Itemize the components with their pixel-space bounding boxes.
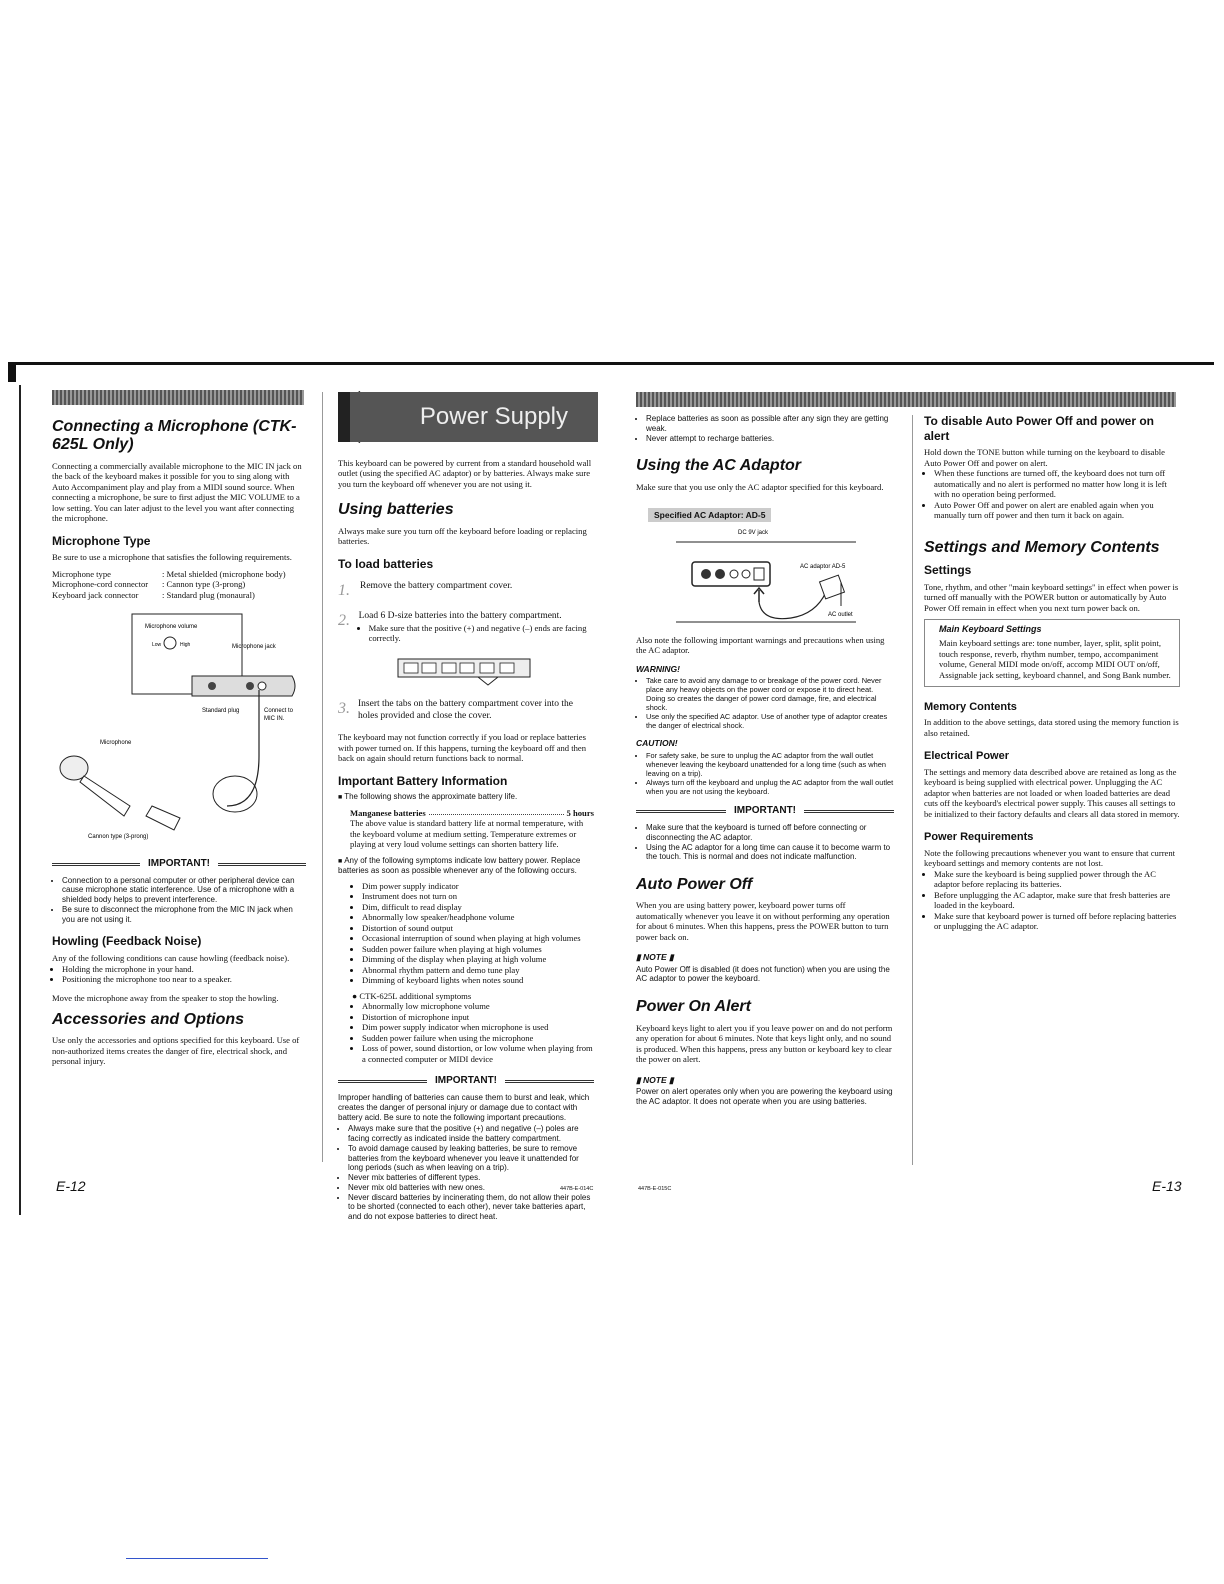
settings-heading: Settings bbox=[924, 563, 972, 578]
jack-icon bbox=[246, 682, 254, 690]
jack-icon bbox=[701, 569, 711, 579]
electrical-text: The settings and memory data described above are retained as long as the keyboard is being supplied with electrical power. Unplugging the AC adaptor when batteries are not loaded or when loaded batteries are dead cuts off the keyboard's electrical power supply. This causes all settings to be initialized to their factory defaults and clears all data stored in memory. bbox=[924, 766, 1180, 819]
fig-label-dc-jack: DC 9V jack bbox=[738, 530, 769, 537]
corner-mark bbox=[8, 362, 16, 382]
fig-label-low: Low bbox=[152, 642, 162, 649]
fig-label-mic-in: MIC IN. bbox=[264, 716, 285, 723]
battery-life-text: The above value is standard battery life at normal temperature, with the keyboard volume at medium setting. Temperature extremes or playing at very loud volume settings can shorten battery life. bbox=[350, 818, 584, 850]
step-text: Insert the tabs on the battery compartment cover into the holes provided and close the cover. bbox=[358, 698, 573, 721]
list-item: • Auto Power Off and power on alert are enabled again when you manually turn off power and then turn it back on again. bbox=[934, 500, 1180, 521]
fig-label-cannon: Cannon type (3-prong) bbox=[88, 834, 149, 841]
howling-fix: Move the microphone away from the speaker to stop the howling. bbox=[52, 992, 279, 1003]
mic-type-heading: Microphone Type bbox=[52, 533, 151, 548]
ac-title: Using the AC Adaptor bbox=[636, 457, 802, 475]
note-label-text: NOTE bbox=[643, 1074, 667, 1085]
spec-key: Keyboard jack connector bbox=[52, 589, 139, 600]
spec-key: Microphone-cord connector bbox=[52, 579, 149, 590]
column-divider bbox=[912, 415, 913, 1165]
important-label: IMPORTANT! bbox=[726, 805, 804, 816]
list-item: • Connection to a personal computer or other peripheral device can cause microphone static interference. Use of a microphone with a shielded body helps to prevent interference. bbox=[62, 876, 306, 905]
settings-text: Tone, rhythm, and other "main keyboard settings" in effect when power is turned off manually with the POWER button or automatically by Auto Power Off remain in effect when you next turn power back on. bbox=[924, 581, 1179, 613]
jack-icon bbox=[715, 569, 725, 579]
section-banner bbox=[636, 392, 1176, 407]
note-label-text: NOTE bbox=[643, 952, 667, 963]
fig-label-adaptor: AC adaptor AD-5 bbox=[800, 564, 846, 571]
list-item: • Never mix old batteries with new ones. bbox=[348, 1183, 594, 1193]
list-item: • Never attempt to recharge batteries. bbox=[646, 434, 894, 444]
list-item: • Instrument does not turn on bbox=[362, 891, 594, 901]
list-item: • Never mix batteries of different types. bbox=[348, 1173, 594, 1183]
main-keyboard-settings-title: Main Keyboard Settings bbox=[939, 624, 1042, 635]
important-banner bbox=[338, 1075, 594, 1089]
list-item: • Make sure the keyboard is being supplied power through the AC adaptor before replacing its batteries. bbox=[934, 869, 1180, 890]
list-item: • Replace batteries as soon as possible after any sign they are getting weak. bbox=[646, 414, 894, 434]
mic-intro: Connecting a commercially available microphone to the MIC IN jack on the back of the keyboard makes it possible for you to sing along with Auto Accompaniment play and play from a MIDI sound source. When connecting a microphone, be sure to first adjust the MIC VOLUME to a low setting. You can later adjust to the level you want after connecting the microphone. bbox=[52, 460, 302, 524]
power-on-alert-text: Keyboard keys light to alert you if you leave power on and do not perform any operation for about 6 minutes. Note that keys light only, and no sound is produced. When this happens, press any button or keyboard key to clear the power on alert. bbox=[636, 1022, 893, 1065]
list-item: ■ Any of the following symptoms indicate low battery power. Replace batteries as soon as possible whenever any of the following occurs. bbox=[338, 856, 594, 876]
manganese-label: Manganese batteries bbox=[350, 807, 426, 818]
fig-label-mic-jack: Microphone jack bbox=[232, 644, 276, 651]
dc-jack-icon bbox=[754, 568, 764, 580]
binding-edge bbox=[19, 385, 21, 1215]
spec-key: Microphone type bbox=[52, 568, 111, 579]
list-item: • Use only the specified AC adaptor. Use of another type of adaptor creates the danger of electrical shock. bbox=[646, 712, 894, 730]
list-item: • Using the AC adaptor for a long time can cause it to become warm to the touch. This is normal and does not indicate malfunction. bbox=[646, 843, 894, 863]
list-item: • Abnormally low microphone volume bbox=[362, 1001, 594, 1011]
manganese-value: 5 hours bbox=[566, 807, 594, 818]
microphone-connection-figure bbox=[52, 606, 306, 846]
list-item: • To avoid damage caused by leaking batteries, be sure to remove batteries from the keyboard whenever you leave it unattended for long periods (such as when leaving on a trip). bbox=[348, 1144, 594, 1173]
cannon-plug-icon bbox=[146, 806, 180, 830]
howling-list bbox=[52, 964, 306, 985]
top-rule bbox=[14, 362, 1214, 365]
step-number: 2. bbox=[338, 611, 350, 629]
arrow-up-icon bbox=[754, 588, 764, 602]
section-banner bbox=[52, 390, 304, 405]
battery-life-block bbox=[338, 808, 594, 850]
fig-label-microphone: Microphone bbox=[100, 740, 132, 747]
list-item: • Holding the microphone in your hand. bbox=[62, 964, 306, 974]
ac-intro: Make sure that you use only the AC adaptor specified for this keyboard. bbox=[636, 481, 884, 492]
batteries-intro: Always make sure you turn off the keyboard before loading or replacing batteries. bbox=[338, 525, 587, 547]
list-item: • Loss of power, sound distortion, or low volume when playing from a connected computer or MIDI device bbox=[362, 1043, 594, 1064]
mic-type-intro: Be sure to use a microphone that satisfies the following requirements. bbox=[52, 552, 292, 563]
list-item: • When these functions are turned off, the keyboard does not turn off automatically and no alert is performed no matter how long it is left with no operation being performed. bbox=[934, 468, 1180, 499]
middle-left-column bbox=[338, 458, 594, 1227]
battery-compartment-figure bbox=[338, 653, 594, 687]
memory-heading: Memory Contents bbox=[924, 701, 1017, 714]
batteries-title: Using batteries bbox=[338, 501, 454, 519]
list-item: • Make sure that the keyboard is turned off before connecting or disconnecting the AC adaptor. bbox=[646, 823, 894, 843]
list-item: • Always make sure that the positive (+) and negative (–) poles are facing correctly as indicated inside the battery compartment. bbox=[348, 1124, 594, 1144]
howling-intro: Any of the following conditions can cause howling (feedback noise). bbox=[52, 953, 290, 964]
main-keyboard-settings-text: Main keyboard settings are: tone number, layer, split, split point, touch response, reverb, rhythm number, tempo, accompaniment volume, General MIDI mode on/off, accomp MIDI OUT on/off, Assignable jack setting, keyboard channel, and Song Bank number. bbox=[939, 638, 1171, 680]
step-3 bbox=[338, 699, 594, 722]
symptom-list bbox=[338, 881, 594, 986]
spec-value: : Standard plug (monaural) bbox=[162, 589, 255, 600]
caution-list bbox=[636, 751, 894, 796]
auto-power-off-title: Auto Power Off bbox=[636, 876, 753, 893]
accessories-text: Use only the accessories and options specified for this keyboard. Use of non-authorized items creates the danger of fire, electrical shock, and personal injury. bbox=[52, 1035, 300, 1067]
column-divider bbox=[322, 392, 323, 1162]
page-number: E-12 bbox=[56, 1178, 86, 1194]
list-item: • Sudden power failure when playing at high volumes bbox=[362, 944, 594, 954]
step-text: Remove the battery compartment cover. bbox=[360, 581, 513, 592]
howling-heading: Howling (Feedback Noise) bbox=[52, 934, 202, 949]
note-label: ▮ NOTE ▮ bbox=[636, 1074, 674, 1085]
fig-label-connect-to: Connect to bbox=[264, 708, 294, 715]
load-heading: To load batteries bbox=[338, 556, 434, 571]
list-item: • Abnormal rhythm pattern and demo tune play bbox=[362, 965, 594, 975]
list-item: • Abnormally low speaker/headphone volume bbox=[362, 912, 594, 922]
section-title: Power Supply bbox=[350, 392, 598, 442]
specified-adaptor-badge: Specified AC Adaptor: AD-5 bbox=[648, 508, 771, 522]
fig-label-high: High bbox=[180, 642, 191, 649]
step-subnote: • Make sure that the positive (+) and negative (–) ends are facing correctly. bbox=[369, 623, 594, 644]
auto-power-off-note: Auto Power Off is disabled (it does not function) when you are using the AC adaptor to power the keyboard. bbox=[636, 964, 890, 984]
important-list bbox=[636, 823, 894, 862]
list-item: • Dimming of keyboard lights when notes sound bbox=[362, 975, 594, 985]
step-number: 1. bbox=[338, 582, 350, 600]
ac-note: Also note the following important warnings and precautions when using the AC adaptor. bbox=[636, 634, 885, 656]
disable-heading: To disable Auto Power Off and power on alert bbox=[924, 414, 1155, 443]
left-column bbox=[52, 410, 306, 1073]
right-column bbox=[924, 414, 1180, 937]
jack-icon bbox=[258, 682, 266, 690]
step-text: Load 6 D-size batteries into the battery compartment. bbox=[358, 610, 562, 621]
after-steps-text: The keyboard may not function correctly if you load or replace batteries with power turned on. If this happens, turning the keyboard off and then back on again should return functions back to normal. bbox=[338, 732, 587, 764]
list-item: • Dimming of the display when playing at high volume bbox=[362, 954, 594, 964]
list-item: • Occasional interruption of sound when playing at high volumes bbox=[362, 933, 594, 943]
important-banner bbox=[636, 805, 894, 819]
ctk-symptom-list bbox=[338, 1001, 594, 1064]
step-1 bbox=[338, 581, 594, 601]
list-item: ■ The following shows the approximate battery life. bbox=[338, 792, 594, 803]
electrical-heading: Electrical Power bbox=[924, 750, 1009, 763]
important-label: IMPORTANT! bbox=[427, 1075, 505, 1086]
battery-info-list bbox=[338, 792, 594, 803]
disable-list bbox=[924, 468, 1180, 520]
main-keyboard-settings-box bbox=[924, 619, 1180, 687]
list-item: • Before unplugging the AC adaptor, make sure that fresh batteries are loaded in the keyboard. bbox=[934, 890, 1180, 911]
settings-memory-title: Settings and Memory Contents bbox=[924, 538, 1160, 556]
note-label: ▮ NOTE ▮ bbox=[636, 952, 674, 963]
list-item: • Never discard batteries by incinerating them, do not allow their poles to be shorted (connected to each other), never take batteries apart, and do not expose batteries to direct heat. bbox=[348, 1193, 594, 1222]
spec-value: : Metal shielded (microphone body) bbox=[162, 568, 286, 579]
important-intro: Improper handling of batteries can cause them to burst and leak, which creates the danger of personal injury or damage due to contact with battery acid. Be sure to note the following important precautions. bbox=[338, 1093, 590, 1122]
battery-tips-list bbox=[636, 414, 894, 443]
fig-label-outlet: AC outlet bbox=[828, 612, 853, 619]
warning-list bbox=[636, 676, 894, 730]
memory-text: In addition to the above settings, data stored using the memory function is also retained. bbox=[924, 717, 1179, 738]
volume-knob-icon bbox=[164, 637, 176, 649]
power-on-alert-note: Power on alert operates only when you are powering the keyboard using the AC adaptor. It does not operate when you are using batteries. bbox=[636, 1086, 893, 1106]
jack-icon bbox=[208, 682, 216, 690]
middle-right-column bbox=[636, 414, 894, 1112]
disable-text: Hold down the TONE button while turning on the keyboard to disable Auto Power Off and power on alert. bbox=[924, 447, 1165, 468]
adaptor-cable bbox=[759, 592, 826, 619]
requirements-text: Note the following precautions whenever you want to ensure that current keyboard settings and memory contents are not lost. bbox=[924, 847, 1176, 869]
scan-artifact-line bbox=[126, 1558, 268, 1559]
microphone-body-icon bbox=[80, 776, 130, 816]
warning-label: WARNING! bbox=[636, 663, 680, 674]
list-item: • Dim power supply indicator bbox=[362, 881, 594, 891]
fig-label-mic-volume: Microphone volume bbox=[145, 624, 198, 631]
spec-value: : Cannon type (3-prong) bbox=[162, 579, 246, 590]
list-item: • Always turn off the keyboard and unplug the AC adaptor from the wall outlet when you are not using the keyboard. bbox=[646, 778, 894, 796]
accessories-title: Accessories and Options bbox=[52, 1011, 245, 1029]
list-item: • Sudden power failure when using the microphone bbox=[362, 1033, 594, 1043]
battery-info-heading: Important Battery Information bbox=[338, 773, 508, 788]
ctk-heading: ● CTK-625L additional symptoms bbox=[352, 990, 472, 1001]
battery-symptoms-intro bbox=[338, 856, 594, 876]
important-banner bbox=[52, 857, 306, 872]
power-intro: This keyboard can be powered by current from a standard household wall outlet (using the specified AC adaptor) or by batteries. Always make sure you turn the keyboard off whenever you are not using it. bbox=[338, 458, 592, 489]
step-2 bbox=[338, 611, 594, 649]
doc-code: 447B-E-014C bbox=[560, 1186, 594, 1192]
requirements-list bbox=[924, 869, 1180, 932]
requirements-heading: Power Requirements bbox=[924, 831, 1034, 844]
list-item: • Distortion of sound output bbox=[362, 923, 594, 933]
page-number: E-13 bbox=[1152, 1178, 1182, 1194]
list-item: • Be sure to disconnect the microphone from the MIC IN jack when you are not using it. bbox=[62, 905, 306, 925]
step-number: 3. bbox=[338, 699, 350, 717]
list-item: • Take care to avoid any damage to or breakage of the power cord. Never place any heavy objects on the power cord or expose it to direct heat. Doing so creates the danger of power cord damage, fire, and electrical shock. bbox=[646, 676, 894, 712]
mic-title: Connecting a Microphone (CTK-625L Only) bbox=[52, 418, 297, 454]
list-item: • Dim power supply indicator when microphone is used bbox=[362, 1022, 594, 1032]
list-item: • Distortion of microphone input bbox=[362, 1012, 594, 1022]
ctk-heading-text: CTK-625L additional symptoms bbox=[359, 990, 472, 1001]
power-on-alert-title: Power On Alert bbox=[636, 998, 751, 1016]
caution-label: CAUTION! bbox=[636, 738, 678, 749]
important-list bbox=[52, 876, 306, 925]
doc-code: 447B-E-015C bbox=[638, 1186, 672, 1192]
list-item: • Make sure that keyboard power is turned off before replacing batteries or unplugging the AC adaptor. bbox=[934, 911, 1180, 932]
important-label: IMPORTANT! bbox=[140, 858, 218, 869]
fig-label-standard-plug: Standard plug bbox=[202, 708, 240, 715]
auto-power-off-text: When you are using battery power, keyboard power turns off automatically whenever you leave it on without performing any operation for about 6 minutes. When this happens, press the POWER button to turn power back on. bbox=[636, 900, 890, 942]
jack-icon bbox=[742, 570, 750, 578]
list-item: • Dim, difficult to read display bbox=[362, 902, 594, 912]
keyboard-back-panel bbox=[192, 676, 295, 696]
list-item: • For safety sake, be sure to unplug the AC adaptor from the wall outlet whenever leaving the keyboard unattended for a long time (such as when leaving on a trip). bbox=[646, 751, 894, 778]
jack-icon bbox=[730, 570, 738, 578]
ac-adaptor-figure bbox=[636, 522, 894, 632]
spec-table bbox=[52, 569, 306, 600]
important-list bbox=[338, 1124, 594, 1222]
list-item: • Positioning the microphone too near to a speaker. bbox=[62, 974, 306, 984]
